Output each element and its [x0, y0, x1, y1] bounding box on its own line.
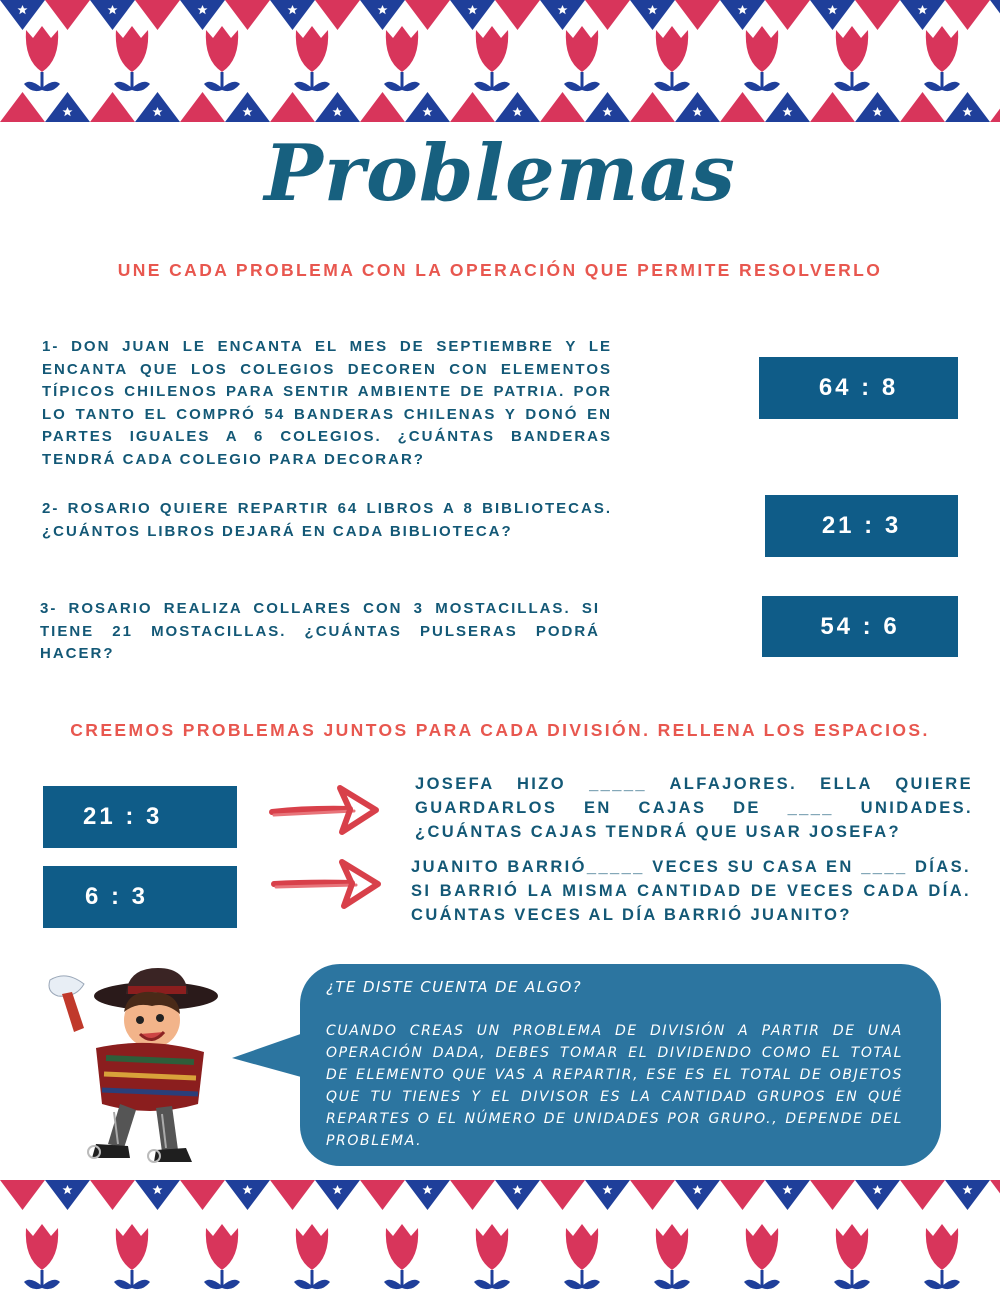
tip-speech-bubble [300, 964, 941, 1166]
create-instruction: CREEMOS PROBLEMAS JUNTOS PARA CADA DIVISIÓN. RELLENA LOS ESPACIOS. [70, 720, 930, 740]
match-instruction: UNE CADA PROBLEMA CON LA OPERACIÓN QUE PERMITE RESOLVERLO [117, 260, 883, 280]
fill-in-problem-2[interactable]: JUANITO BARRIÓ_____ VECES SU CASA EN ____ DÍAS. SI BARRIÓ LA MISMA CANTIDAD DE VECES CADA DÍA. CUÁNTAS VECES AL DÍA BARRIÓ JUANITO? [411, 858, 971, 924]
problem-1[interactable]: 1- DON JUAN LE ENCANTA EL MES DE SEPTIEMBRE Y LE ENCANTA QUE LOS COLEGIOS DECOREN CON ELEMENTOS TÍPICOS CHILENOS PARA SENTIR AMBIENTE DE PATRIA. POR LO TANTO EL COMPRÓ 54 BANDERAS CHILENAS Y DONÓ EN PARTES IGUALES A 6 COLEGIOS. ¿CUÁNTAS BANDERAS TENDRÁ CADA COLEGIO PARA DECORAR? [42, 338, 612, 468]
bottom-decorative-banner [0, 1180, 1000, 1291]
problem-3[interactable]: 3- ROSARIO REALIZA COLLARES CON 3 MOSTACILLAS. SI TIENE 21 MOSTACILLAS. ¿CUÁNTAS PULSERAS PODRÁ HACER? [40, 600, 600, 662]
page-title: Problemas [264, 128, 736, 219]
tip-explanation: CUANDO CREAS UN PROBLEMA DE DIVISIÓN A PARTIR DE UNA OPERACIÓN DADA, DEBES TOMAR EL DIVIDENDO COMO EL TOTAL DE ELEMENTO QUE VAS A REPARTIR, ESE ES EL TOTAL DE OBJETOS QUE TU TIENES Y EL DIVISOR ES LA CANTIDAD GRUPOS EN QUÉ REPARTES O EL NÚMERO DE UNIDADES POR GRUPO., DEPENDE DEL PROBLEMA. [326, 1023, 903, 1149]
arrow-right-icon [268, 782, 383, 838]
top-decorative-banner [0, 0, 1000, 122]
create-operation-1: 21 : 3 [43, 786, 237, 848]
operation-box-3[interactable]: 54 : 6 [762, 596, 958, 657]
huaso-character-illustration [36, 962, 226, 1170]
operation-box-2[interactable]: 21 : 3 [765, 495, 958, 557]
fill-in-problem-1[interactable]: JOSEFA HIZO _____ ALFAJORES. ELLA QUIERE GUARDARLOS EN CAJAS DE ____ UNIDADES. ¿CUÁNTAS CAJAS TENDRÁ QUE USAR JOSEFA? [415, 775, 973, 841]
arrow-right-icon [270, 858, 385, 914]
create-operation-2: 6 : 3 [43, 866, 237, 928]
problem-2[interactable]: 2- ROSARIO QUIERE REPARTIR 64 LIBROS A 8 BIBLIOTECAS. ¿CUÁNTOS LIBROS DEJARÁ EN CADA BIBLIOTECA? [42, 500, 612, 540]
operation-box-1[interactable]: 64 : 8 [759, 357, 958, 419]
tip-question: ¿TE DISTE CUENTA DE ALGO? [326, 978, 583, 996]
